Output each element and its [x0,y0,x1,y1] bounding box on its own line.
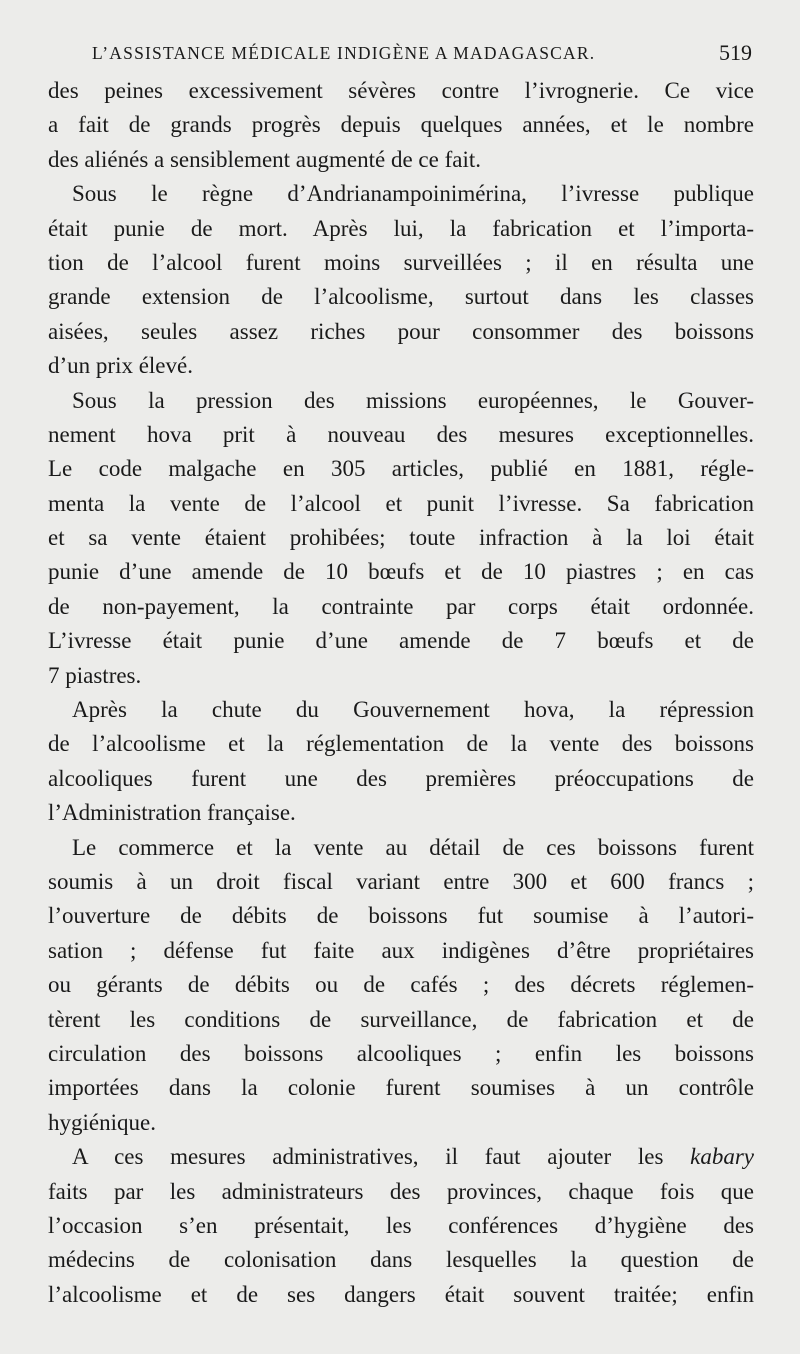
paragraph [48,693,754,831]
text-line: de l’alcoolisme et la réglementation de la vente des boissons [48,731,754,757]
text-line: punie d’une amende de 10 bœufs et de 10 piastres ; en cas [48,559,754,585]
running-head [92,38,752,68]
text-line: Après la chute du Gouvernement hova, la répression [72,697,754,723]
text-line: tèrent les conditions de surveillance, de fabrication et de [48,1006,754,1032]
text-line: et sa vente étaient prohibées; toute infraction à la loi était [48,525,754,551]
text-line: sation ; défense fut faite aux indigènes d’être propriétaires [48,937,754,963]
body-text [48,74,754,1312]
text-line: l’occasion s’en présentait, les conférences d’hygiène des [48,1212,754,1238]
text-line: grande extension de l’alcoolisme, surtout dans les classes [48,284,754,310]
paragraph [48,177,754,383]
paragraph [48,384,754,694]
text-line: était punie de mort. Après lui, la fabrication et l’importa- [48,215,754,241]
text-line: 7 piastres. [48,662,142,688]
text-line: l’Administration française. [48,800,296,826]
text-line: des peines excessivement sévères contre l’ivrognerie. Ce vice [48,78,754,103]
text-line: Sous le règne d’Andrianampoinimérina, l’ivresse publique [72,181,754,207]
text-line: Le commerce et la vente au détail de ces boissons furent [72,834,754,860]
text-line: l’alcoolisme et de ses dangers était souvent traitée; enfin [48,1281,754,1307]
text-line: hygiénique. [48,1109,156,1135]
italic-term: kabary [690,1144,755,1170]
text-line: Le code malgache en 305 articles, publié en 1881, régle- [48,456,754,482]
text-line: nement hova prit à nouveau des mesures exceptionnelles. [48,421,754,447]
paragraph [48,1140,754,1312]
text-line: aisées, seules assez riches pour consommer des boissons [48,318,754,344]
text-line: faits par les administrateurs des provinces, chaque fois que [48,1178,754,1204]
text-line: ou gérants de débits ou de cafés ; des décrets réglemen- [48,972,754,998]
text-line: des aliénés a sensiblement augmenté de ce fait. [48,146,481,172]
text-line-start: A ces mesures administratives, il faut ajouter les [72,1144,664,1170]
page-number: 519 [719,40,752,65]
text-line: menta la vente de l’alcool et punit l’ivresse. Sa fabrication [48,490,754,516]
text-line: de non-payement, la contrainte par corps était ordonnée. [48,593,754,619]
text-line: a fait de grands progrès depuis quelques années, et le nombre [48,112,754,138]
text-line: importées dans la colonie furent soumises à un contrôle [48,1075,754,1101]
text-line: L’ivresse était punie d’une amende de 7 bœufs et de [48,628,754,654]
text-line: d’un prix élevé. [48,353,193,379]
text-line: tion de l’alcool furent moins surveillées ; il en résulta une [48,249,754,275]
text-line: alcooliques furent une des premières préoccupations de [48,765,754,791]
text-line: l’ouverture de débits de boissons fut soumise à l’autori- [48,903,754,929]
paragraph [48,74,754,177]
running-title: L’ASSISTANCE MÉDICALE INDIGÈNE A MADAGASCAR. [92,43,596,63]
text-line: Sous la pression des missions européennes, le Gouver- [72,387,754,413]
text-line: médecins de colonisation dans lesquelles la question de [48,1247,754,1273]
text-line: soumis à un droit fiscal variant entre 300 et 600 francs ; [48,868,754,894]
text-line-with-italic [48,1140,754,1174]
text-line: circulation des boissons alcooliques ; enfin les boissons [48,1040,754,1066]
paragraph [48,831,754,1141]
